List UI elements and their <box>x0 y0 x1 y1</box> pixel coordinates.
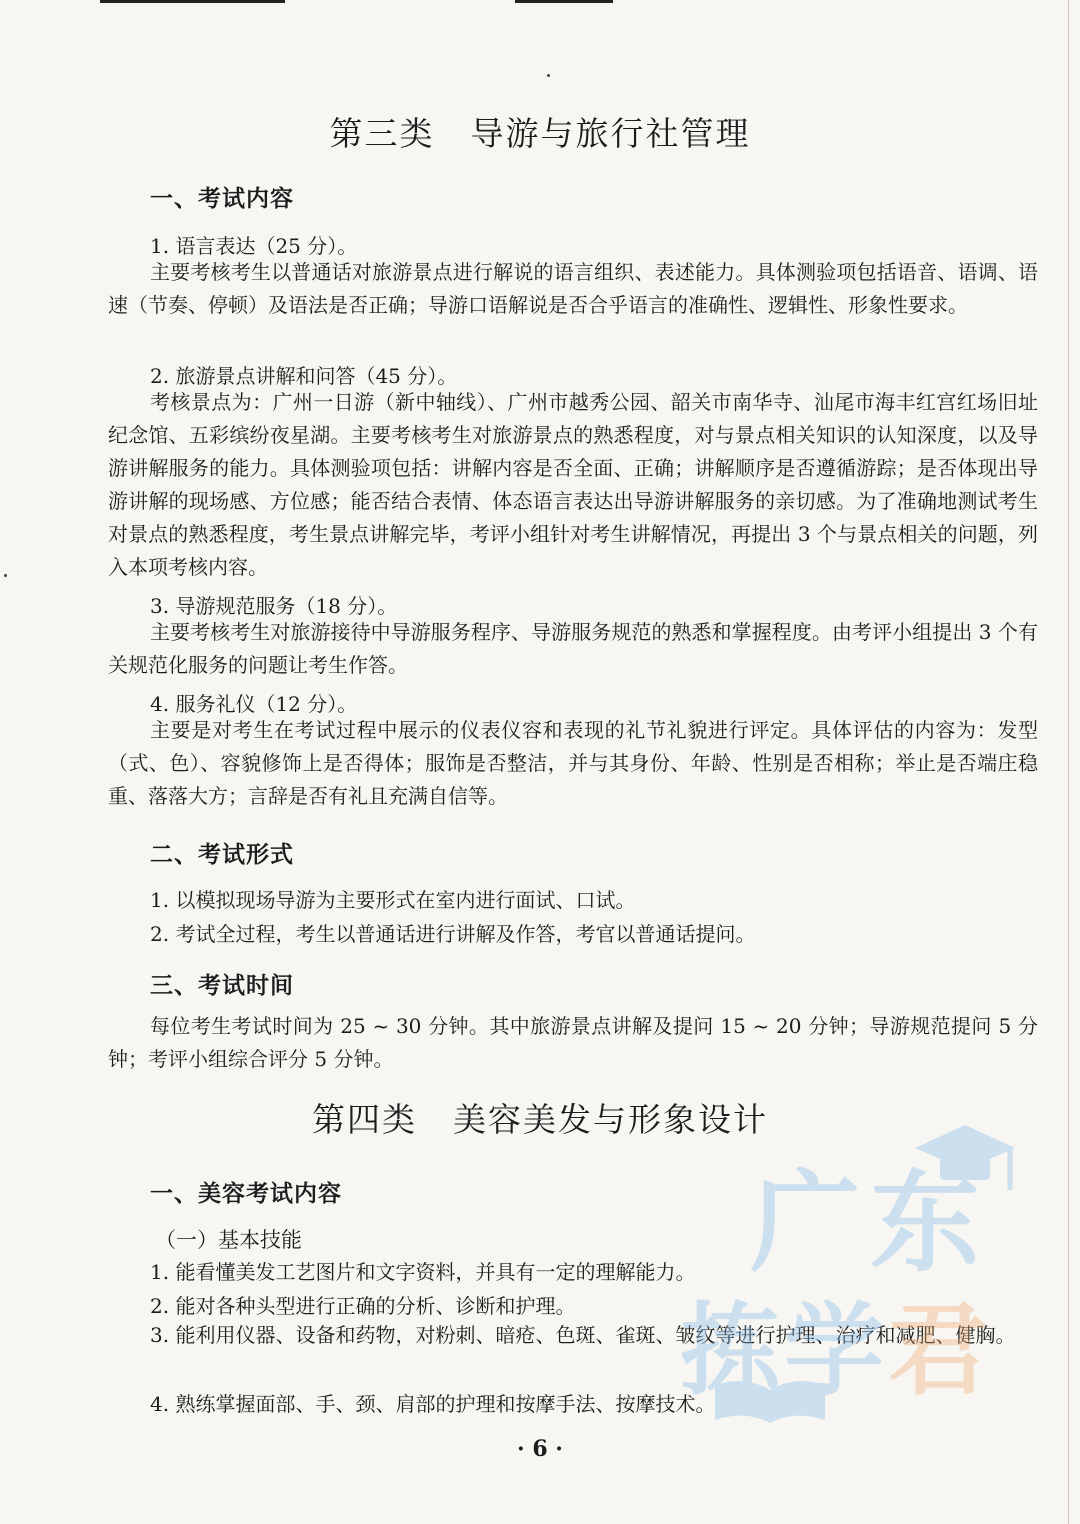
form-item: 1. 以模拟现场导游为主要形式在室内进行面试、口试。 <box>150 888 636 912</box>
scan-edge-line <box>515 0 613 3</box>
skill-item: 4. 熟练掌握面部、手、颈、肩部的护理和按摩手法、按摩技术。 <box>150 1392 716 1416</box>
section4-title-main: 美容美发与形象设计 <box>453 1100 768 1139</box>
item-label: 1. 语言表达（25 分）。 <box>150 234 358 258</box>
scan-speck <box>547 74 550 77</box>
watermark-text: 广东 <box>750 1159 990 1287</box>
form-item: 2. 考试全过程，考生以普通话进行讲解及作答，考官以普通话提问。 <box>150 922 756 946</box>
section3-title-prefix: 第三类 <box>329 114 435 153</box>
skill-item: 2. 能对各种头型进行正确的分析、诊断和护理。 <box>150 1294 576 1318</box>
skill-item: 3. 能利用仪器、设备和药物，对粉刺、暗疮、色斑、雀斑、皱纹等进行护理、治疗和减肥、健胸。 <box>150 1323 1016 1347</box>
section3-title <box>0 108 1080 155</box>
item-label: 3. 导游规范服务（18 分）。 <box>150 594 398 618</box>
section4-title-prefix: 第四类 <box>312 1100 417 1139</box>
section3-heading-time: 三、考试时间 <box>150 973 294 999</box>
section4-heading-content: 一、美容考试内容 <box>150 1181 342 1207</box>
scan-edge-line <box>1068 0 1069 1524</box>
item-paragraph: 主要考核考生以普通话对旅游景点进行解说的语言组织、表述能力。具体测验项包括语音、语调、语速（节奏、停顿）及语法是否正确；导游口语解说是否合乎语言的准确性、逻辑性、形象性要求。 <box>108 260 1038 317</box>
watermark-char: 学 <box>784 1292 888 1409</box>
item-paragraph: 考核景点为：广州一日游（新中轴线）、广州市越秀公园、韶关市南华寺、汕尾市海丰红宫红场旧址纪念馆、五彩缤纷夜星湖。主要考核考生对旅游景点的熟悉程度，对与景点相关知识的认知深度，以及导游讲解服务的能力。具体测验项包括：讲解内容是否全面、正确；讲解顺序是否遵循游踪；是否体现出导游讲解的现场感、方位感；能否结合表情、体态语言表达出导游讲解服务的亲切感。为了准确地测试考生对景点的熟悉程度，考生景点讲解完毕，考评小组针对考生讲解情况，再提出 3 个与景点相关的问题，列入本项考核内容。 <box>108 390 1038 579</box>
section3-heading-form: 二、考试形式 <box>150 842 294 868</box>
item-paragraph: 主要是对考生在考试过程中展示的仪表仪容和表现的礼节礼貌进行评定。具体评估的内容为：发型（式、色）、容貌修饰上是否得体；服饰是否整洁，并与其身份、年龄、性别是否相称；举止是否端庄稳重、落落大方；言辞是否有礼且充满自信等。 <box>108 718 1038 808</box>
watermark-char: 拣 <box>680 1292 784 1409</box>
section4-subheading: （一）基本技能 <box>155 1228 302 1252</box>
scan-edge-line <box>100 0 285 3</box>
page-number: · 6 · <box>517 1436 563 1462</box>
watermark-logo <box>670 1120 1030 1430</box>
watermark-char: 君 <box>888 1292 992 1409</box>
item-label: 2. 旅游景点讲解和问答（45 分）。 <box>150 364 458 388</box>
time-paragraph: 每位考生考试时间为 25 ~ 30 分钟。其中旅游景点讲解及提问 15 ~ 20 分钟；导游规范提问 5 分钟；考评小组综合评分 5 分钟。 <box>108 1014 1038 1071</box>
section3-title-main: 导游与旅行社管理 <box>470 114 751 153</box>
scan-speck <box>4 574 7 577</box>
skill-item: 1. 能看懂美发工艺图片和文字资料，并具有一定的理解能力。 <box>150 1260 696 1284</box>
item-paragraph: 主要考核考生对旅游接待中导游服务程序、导游服务规范的熟悉和掌握程度。由考评小组提出 3 个有关规范化服务的问题让考生作答。 <box>108 620 1038 677</box>
section3-heading-content: 一、考试内容 <box>150 186 294 212</box>
item-label: 4. 服务礼仪（12 分）。 <box>150 692 358 716</box>
book-icon <box>710 1375 830 1425</box>
